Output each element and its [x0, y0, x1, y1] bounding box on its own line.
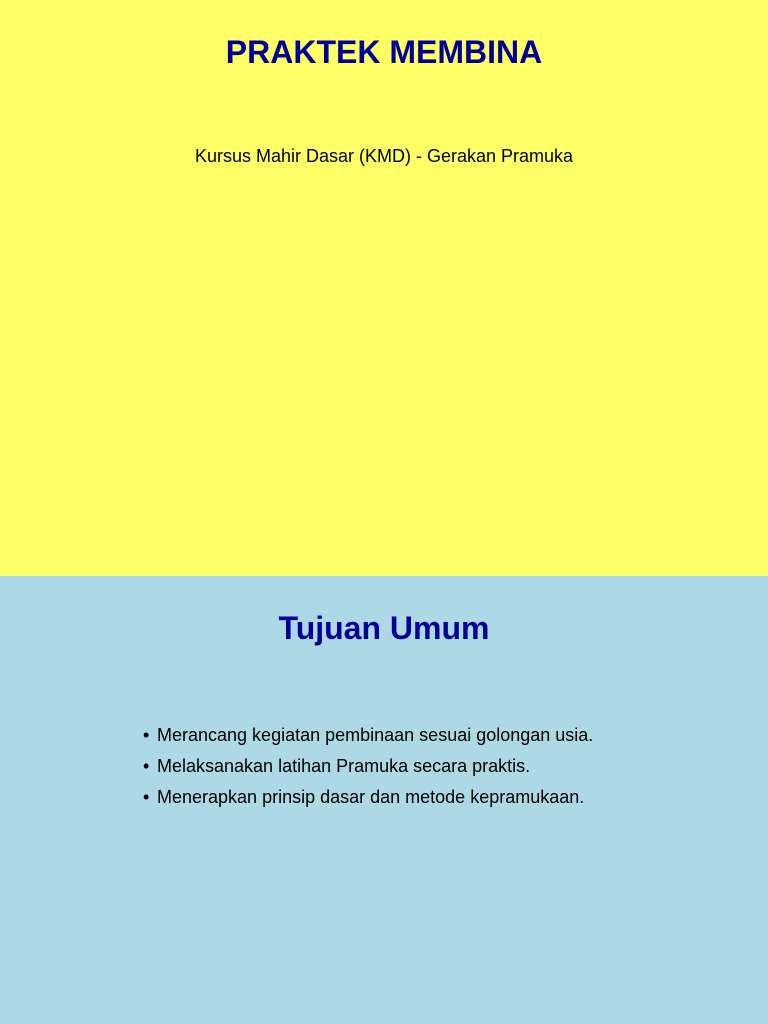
objectives-list: [143, 720, 593, 813]
objectives-heading: Tujuan Umum: [278, 610, 490, 646]
bullet-icon: •: [143, 756, 150, 776]
list-item: [143, 751, 593, 782]
list-item-text: Melaksanakan latihan Pramuka secara praktis.: [157, 756, 531, 776]
list-item: [143, 782, 593, 813]
bullet-icon: •: [143, 787, 150, 807]
slide-title-heading: PRAKTEK MEMBINA: [225, 34, 543, 70]
list-item-text: Merancang kegiatan pembinaan sesuai golongan usia.: [157, 725, 594, 745]
slide-objectives: [0, 576, 768, 1024]
slide-subtitle: Kursus Mahir Dasar (KMD) - Gerakan Pramuka: [194, 146, 574, 166]
list-item: [143, 720, 593, 751]
list-item-text: Menerapkan prinsip dasar dan metode kepramukaan.: [157, 787, 585, 807]
bullet-icon: •: [143, 725, 150, 745]
